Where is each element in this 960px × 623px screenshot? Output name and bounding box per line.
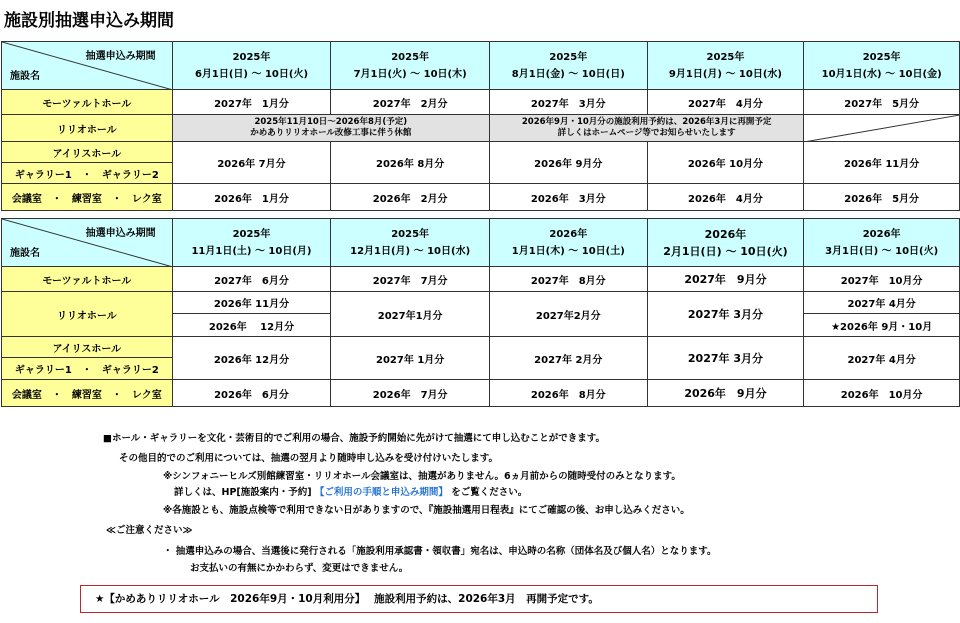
table-cell: 2026年 3月分 bbox=[489, 184, 647, 211]
table-cell: 2027年1月分 bbox=[331, 292, 490, 337]
facility-lirio-hall: リリオホール bbox=[2, 292, 173, 337]
facility-meeting-rooms: 会議室 ・ 練習室 ・ レク室 bbox=[2, 380, 173, 407]
table-cell: 2026年 12月分 bbox=[172, 314, 331, 337]
table-cell: 2027年 6月分 bbox=[172, 267, 331, 292]
note-receipt: ・ 抽選申込みの場合、当選後に発行される「施設利用承認書・領収書」宛名は、申込時の名称（団体名及び個人名）となります。 bbox=[163, 546, 717, 557]
period-header: 2025年 6月1日(日) ～ 10日(火) bbox=[172, 42, 331, 90]
table-cell: 2026年 10月分 bbox=[647, 142, 804, 184]
table-cell: 2027年 3月分 bbox=[647, 292, 804, 337]
table-cell: 2027年 1月分 bbox=[172, 90, 331, 115]
table-cell: 2027年 7月分 bbox=[331, 267, 490, 292]
period-header: 2025年 11月1日(土) ～ 10日(月) bbox=[172, 219, 331, 267]
corner-facility-label: 施設名 bbox=[10, 71, 40, 82]
table-cell: 2026年 7月分 bbox=[331, 380, 490, 407]
period-header: 2025年 12月1日(月) ～ 10日(水) bbox=[331, 219, 490, 267]
procedure-link[interactable]: 【ご利用の手順と申込み期間】 bbox=[314, 487, 448, 498]
table-row bbox=[2, 115, 960, 142]
table-row bbox=[2, 184, 960, 211]
table-cell: 2026年 11月分 bbox=[804, 142, 960, 184]
period-header: 2025年 9月1日(月) ～ 10日(水) bbox=[647, 42, 804, 90]
table-cell: 2026年 8月分 bbox=[331, 142, 490, 184]
period-header: 2026年 1月1日(木) ～ 10日(土) bbox=[489, 219, 647, 267]
table-row bbox=[2, 292, 960, 314]
lirio-reopen-notice: 2026年9月・10月分の施設利用予約は、2026年3月に再開予定 詳しくはホームページ等でお知らせいたします bbox=[489, 115, 803, 142]
schedule-table-2 bbox=[1, 218, 960, 407]
period-header: 2025年 8月1日(金) ～ 10日(日) bbox=[489, 42, 647, 90]
table-row bbox=[2, 267, 960, 292]
note-details: 詳しくは、HP[施設案内・予約] 【ご利用の手順と申込み期間】 をご覧ください。 bbox=[174, 487, 528, 498]
table-cell: 2026年 12月分 bbox=[172, 337, 331, 380]
table-cell: 2027年 4月分 bbox=[647, 90, 804, 115]
table-cell: 2026年 9月分 bbox=[489, 142, 647, 184]
table-header-row bbox=[2, 42, 960, 90]
table-cell: 2027年 3月分 bbox=[647, 337, 804, 380]
table-row bbox=[2, 142, 960, 163]
facility-iris-hall: アイリスホール bbox=[2, 142, 173, 163]
table-cell: 2027年 8月分 bbox=[489, 267, 647, 292]
table-cell: 2026年 10月分 bbox=[804, 380, 960, 407]
table-cell: 2026年 2月分 bbox=[331, 184, 490, 211]
table-cell: 2027年 2月分 bbox=[489, 337, 647, 380]
caution-heading: ≪ご注意ください≫ bbox=[106, 525, 193, 536]
facility-mozart-hall: モーツァルトホール bbox=[2, 267, 173, 292]
table-cell: 2027年 1月分 bbox=[331, 337, 490, 380]
table-cell: 2026年 5月分 bbox=[804, 184, 960, 211]
table-row bbox=[2, 90, 960, 115]
table-cell: 2027年 2月分 bbox=[331, 90, 490, 115]
corner-facility-label: 施設名 bbox=[10, 248, 40, 259]
note-no-change: お支払いの有無にかかわらず、変更はできません。 bbox=[190, 563, 409, 574]
facility-gallery: ギャラリー1 ・ ギャラリー2 bbox=[2, 358, 173, 380]
table-cell: 2026年 11月分 bbox=[172, 292, 331, 314]
table-row bbox=[2, 337, 960, 358]
period-header: 2025年 10月1日(水) ～ 10日(金) bbox=[804, 42, 960, 90]
table-cell: 2026年 7月分 bbox=[172, 142, 331, 184]
header-corner-cell bbox=[2, 219, 173, 267]
facility-lirio-hall: リリオホール bbox=[2, 115, 173, 142]
table-cell: 2027年 4月分 bbox=[804, 337, 960, 380]
cell-diagonal-line bbox=[804, 115, 959, 142]
corner-period-label: 抽選申込み期間 bbox=[85, 51, 156, 62]
facility-gallery: ギャラリー1 ・ ギャラリー2 bbox=[2, 163, 173, 184]
table-cell: 2027年 10月分 bbox=[804, 267, 960, 292]
facility-iris-hall: アイリスホール bbox=[2, 337, 173, 358]
lirio-reopen-banner: ★【かめありリリオホール 2026年9月・10月利用分】 施設利用予約は、2026年3月 再開予定です。 bbox=[80, 585, 878, 613]
table-cell: 2026年 1月分 bbox=[172, 184, 331, 211]
table-header-row bbox=[2, 219, 960, 267]
table-cell: 2026年 8月分 bbox=[489, 380, 647, 407]
table-cell: 2026年 6月分 bbox=[172, 380, 331, 407]
lirio-closed-notice: 2025年11月10日～2026年8月(予定) かめありリリオホール改修工事に伴う休館 bbox=[172, 115, 489, 142]
schedule-table-1 bbox=[1, 41, 960, 211]
corner-period-label: 抽選申込み期間 bbox=[85, 228, 156, 239]
table-cell: 2026年 4月分 bbox=[647, 184, 804, 211]
note-no-lottery: ※シンフォニーヒルズ別館練習室・リリオホール会議室は、抽選がありません。6ヵ月前からの随時受付のみとなります。 bbox=[163, 471, 681, 482]
period-header: 2025年 7月1日(火) ～ 10日(木) bbox=[331, 42, 490, 90]
table-row bbox=[2, 380, 960, 407]
note-other-purpose: その他目的でのご利用については、抽選の翌月より随時申し込みを受け付けいたします。 bbox=[119, 453, 499, 464]
facility-mozart-hall: モーツァルトホール bbox=[2, 90, 173, 115]
note-lottery: ■ホール・ギャラリーを文化・芸術目的でご利用の場合、施設予約開始に先がけて抽選にて申し込むことができます。 bbox=[103, 433, 606, 444]
table-cell: 2026年 9月分 bbox=[647, 380, 804, 407]
page-title: 施設別抽選申込み期間 bbox=[4, 11, 174, 31]
table-cell: 2027年 3月分 bbox=[489, 90, 647, 115]
table-cell: 2027年 9月分 bbox=[647, 267, 804, 292]
table-cell: 2027年2月分 bbox=[489, 292, 647, 337]
table-cell: ★2026年 9月・10月 bbox=[804, 314, 960, 337]
table-cell: 2027年 5月分 bbox=[804, 90, 960, 115]
table-cell: 2027年 4月分 bbox=[804, 292, 960, 314]
facility-meeting-rooms: 会議室 ・ 練習室 ・ レク室 bbox=[2, 184, 173, 211]
header-corner-cell bbox=[2, 42, 173, 90]
note-inspection: ※各施設とも、施設点検等で利用できない日がありますので、『施設抽選用日程表』にてご確認の後、お申し込みください。 bbox=[163, 505, 690, 516]
period-header: 2026年 3月1日(日) ～ 10日(火) bbox=[804, 219, 960, 267]
period-header: 2026年 2月1日(日) ～ 10日(火) bbox=[647, 219, 804, 267]
lirio-empty-cell bbox=[804, 115, 960, 142]
